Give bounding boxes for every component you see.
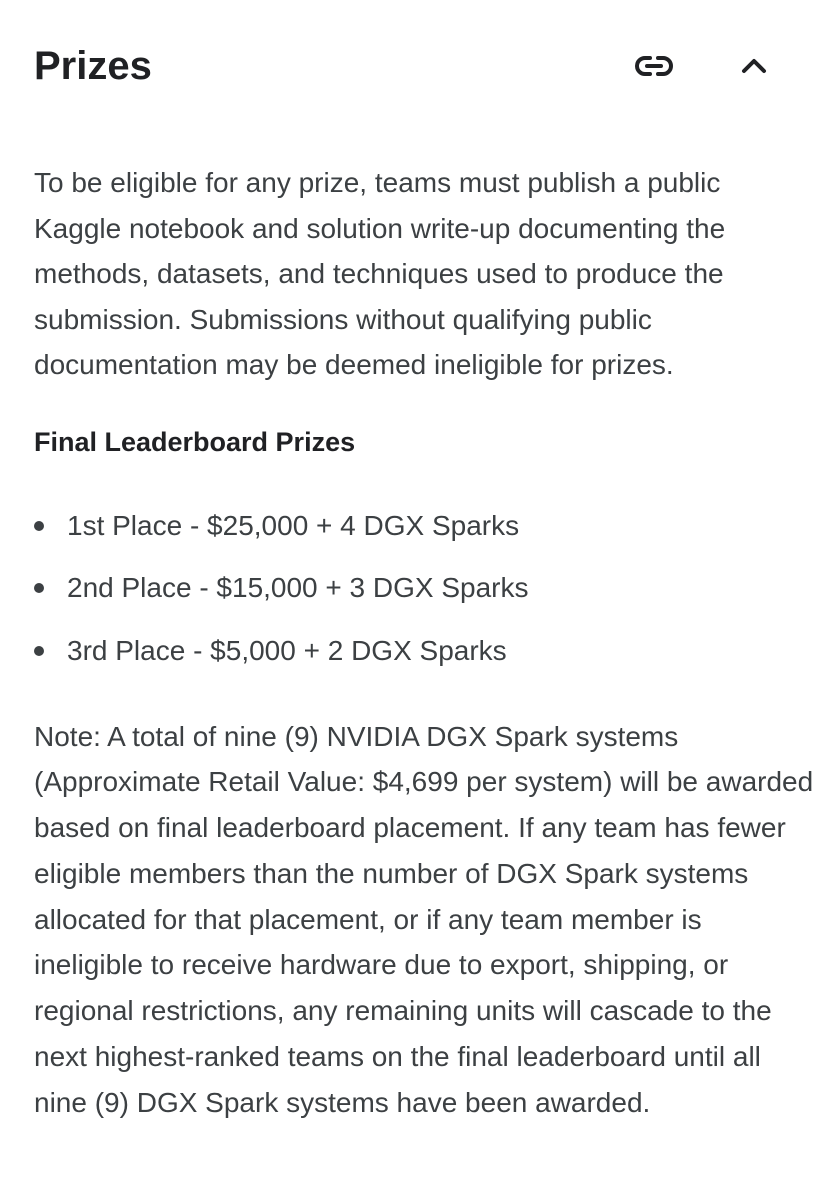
section-header — [34, 36, 794, 96]
prize-text: 2nd Place - $15,000 + 3 DGX Sparks — [67, 572, 529, 603]
eligibility-paragraph: To be eligible for any prize, teams must publish a public Kaggle notebook and solution write-up documenting the methods, datasets, and techniques used to produce the submission. Submissions without qualifying public documentation may be deemed ineligible for prizes. — [34, 167, 726, 380]
leaderboard-heading: Final Leaderboard Prizes — [34, 426, 356, 457]
prize-text: 1st Place - $25,000 + 4 DGX Sparks — [67, 509, 520, 541]
section-content — [34, 160, 814, 1126]
bullet-icon — [34, 583, 44, 593]
section-title: Prizes — [34, 44, 152, 88]
note-paragraph: Note: A total of nine (9) NVIDIA DGX Spark systems (Approximate Retail Value: $4,699 per system) will be awarded based on final leaderboard placement. If any team has fewer eligible members than the number of DGX Spark systems allocated for that placement, or if any team member is ineligible to receive hardware due to export, shipping, or regional restrictions, any remaining units will cascade to the next highest-ranked teams on the final leaderboard until all nine (9) DGX Spark systems have been awarded. — [34, 720, 814, 1118]
list-item — [34, 570, 814, 606]
prize-list — [34, 508, 814, 669]
list-item — [34, 508, 814, 544]
copy-link-button[interactable] — [632, 44, 676, 88]
chevron-up-icon — [740, 57, 768, 75]
list-item — [34, 633, 814, 669]
bullet-icon — [34, 521, 44, 531]
collapse-section-button[interactable] — [732, 44, 776, 88]
link-icon — [632, 52, 676, 80]
bullet-icon — [34, 646, 44, 656]
prize-text: 3rd Place - $5,000 + 2 DGX Sparks — [67, 634, 507, 666]
